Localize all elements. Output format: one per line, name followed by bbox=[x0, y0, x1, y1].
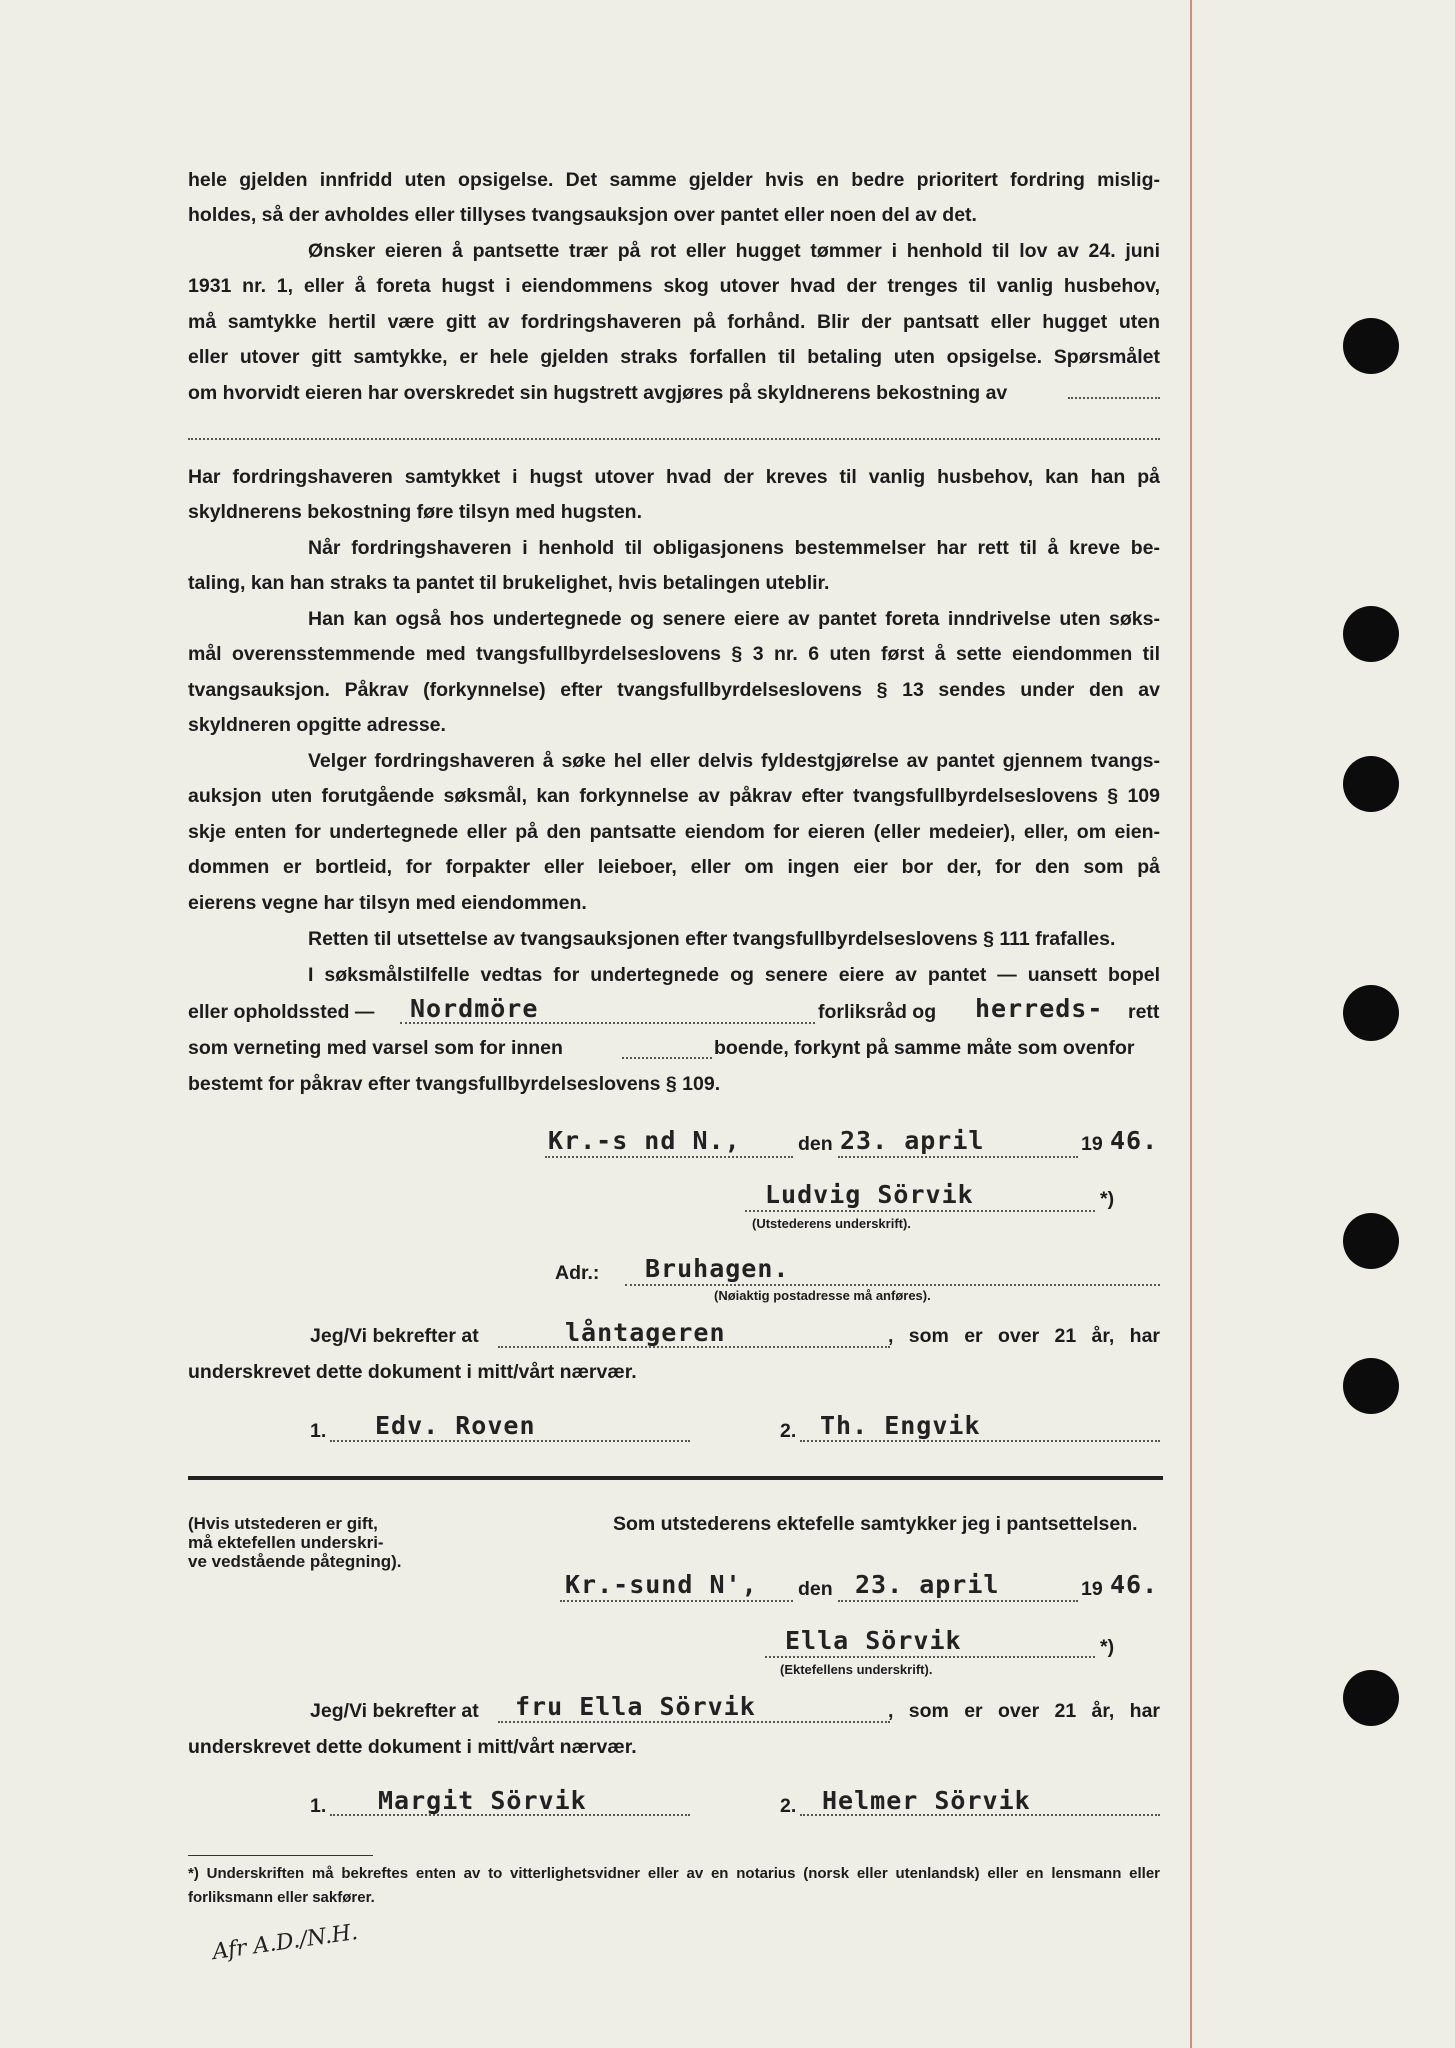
address-caption: (Nøiaktig postadresse må anføres). bbox=[714, 1288, 931, 1303]
filled-place: Kr.-s nd N., bbox=[548, 1126, 741, 1155]
address-label: Adr.: bbox=[555, 1262, 600, 1284]
punch-hole bbox=[1343, 1358, 1399, 1414]
issuer-signature-caption: (Utstederens underskrift). bbox=[752, 1216, 911, 1231]
paragraph-usufruct: Når fordringshaveren i henhold til obligasjonens bestemmelser har rett til å kreve be- taling, kan han straks ta pantet til brukelighet, hvis betalingen uteblir. bbox=[188, 537, 1160, 595]
witness-signature: Helmer Sörvik bbox=[822, 1786, 1031, 1815]
witness-number: 2. bbox=[780, 1420, 797, 1442]
blank-line bbox=[625, 1284, 1160, 1286]
blank-line bbox=[400, 1022, 815, 1024]
confirm-text: Jeg/Vi bekrefter at bbox=[310, 1700, 479, 1722]
punch-hole bbox=[1343, 985, 1399, 1041]
filled-date: 23. april bbox=[840, 1126, 985, 1155]
confirm-text: , som er over 21 år, har bbox=[888, 1700, 1160, 1722]
blank-line bbox=[838, 1156, 1078, 1158]
punch-hole bbox=[1343, 606, 1399, 662]
label-century: 19 bbox=[1081, 1578, 1103, 1600]
filled-spouse-name: fru Ella Sörvik bbox=[515, 1692, 756, 1721]
confirm-text: , som er over 21 år, har bbox=[888, 1325, 1160, 1347]
margin-annotation: Afr A.D./N.H. bbox=[210, 1919, 360, 1966]
label-den: den bbox=[798, 1578, 833, 1600]
blank-line bbox=[498, 1721, 890, 1723]
paragraph-postponement: Retten til utsettelse av tvangsauksjonen efter tvangsfullbyrdelseslovens § 111 frafalles. bbox=[308, 928, 1116, 950]
venue-text: forliksråd og bbox=[818, 1001, 937, 1023]
confirm-text: underskrevet dette dokument i mitt/vårt nærvær. bbox=[188, 1736, 637, 1758]
footnote-rule bbox=[188, 1855, 373, 1856]
issuer-signature: Ludvig Sörvik bbox=[765, 1180, 974, 1209]
witness-number: 2. bbox=[780, 1795, 797, 1817]
signature-line bbox=[745, 1210, 1095, 1212]
signature-line bbox=[800, 1814, 1160, 1816]
witness-number: 1. bbox=[310, 1420, 327, 1442]
punch-hole bbox=[1343, 1670, 1399, 1726]
signature-line bbox=[765, 1656, 1095, 1658]
spouse-consent-text: Som utstederens ektefelle samtykker jeg i pantsettelsen. bbox=[613, 1513, 1138, 1535]
blank-line bbox=[498, 1346, 890, 1348]
signature-line bbox=[800, 1440, 1160, 1442]
filled-address: Bruhagen. bbox=[645, 1254, 790, 1283]
filled-place: Kr.-sund N', bbox=[565, 1570, 758, 1599]
label-century: 19 bbox=[1081, 1133, 1103, 1155]
label-den: den bbox=[798, 1133, 833, 1155]
paragraph-forest-clause: Ønsker eieren å pantsette trær på rot eller hugget tømmer i henhold til lov av 24. juni 1931 nr. 1, eller å foreta hugst i eiendommens skog utover hvad der trenges til vanlig husbehov, må samtykke hertil være gitt av fordringshaveren på forhånd. Blir der pantsatt eller hugget uten eller utover gitt samtykke, er hele gjelden straks forfallen til betaling uten opsigelse. Spørsmålet om hvorvidt eieren har overskredet sin hugstrett avgjøres på skyldnerens bekostning av bbox=[188, 240, 1160, 404]
venue-text: rett bbox=[1128, 1001, 1160, 1023]
punch-hole bbox=[1343, 756, 1399, 812]
margin-line bbox=[1190, 0, 1192, 2048]
witness-signature: Edv. Roven bbox=[375, 1411, 536, 1440]
venue-text: som verneting med varsel som for innen bbox=[188, 1037, 563, 1059]
punch-hole bbox=[1343, 1213, 1399, 1269]
blank-line bbox=[1068, 397, 1160, 399]
witness-signature: Th. Engvik bbox=[820, 1411, 981, 1440]
paragraph-venue: I søksmålstilfelle vedtas for undertegnede og senere eiere av pantet — uansett bopel bbox=[308, 964, 1160, 986]
venue-text: bestemt for påkrav efter tvangsfullbyrdelseslovens § 109. bbox=[188, 1073, 721, 1095]
filled-herred: herreds- bbox=[975, 994, 1104, 1023]
paragraph-auction: Velger fordringshaveren å søke hel eller delvis fyldestgjørelse av pantet gjennem tvangs- auksjon uten forutgående søksmål, kan forkynnelse av påkrav efter tvangsfullbyrdelseslovens § 109 skje enten for undertegnede eller på den pantsatte eiendom for eieren (eller medeier), eller, om eien- dommen er bortleid, for forpakter eller leieboer, eller om ingen eier bor der, for den som på eierens vegne har tilsyn med eiendommen. bbox=[188, 750, 1160, 914]
blank-line bbox=[838, 1600, 1078, 1602]
venue-text: eller opholdssted — bbox=[188, 1001, 375, 1023]
footnote-mark: *) bbox=[1100, 1188, 1115, 1210]
blank-line bbox=[560, 1600, 793, 1602]
spouse-signature-caption: (Ektefellens underskrift). bbox=[780, 1662, 933, 1677]
spouse-instruction: (Hvis utstederen er gift, må ektefellen underskri- ve vedstående påtegning). bbox=[188, 1514, 402, 1571]
confirm-text: underskrevet dette dokument i mitt/vårt nærvær. bbox=[188, 1361, 637, 1383]
footnote: *) Underskriften må bekreftes enten av to vitterlighetsvidner eller av en notarius (norsk eller utenlandsk) eller en lensmann eller forliksmann eller sakfører. bbox=[188, 1865, 1160, 1906]
spouse-signature: Ella Sörvik bbox=[785, 1626, 962, 1655]
filled-district: Nordmöre bbox=[410, 994, 539, 1023]
confirm-text: Jeg/Vi bekrefter at bbox=[310, 1325, 479, 1347]
filled-year: 46. bbox=[1110, 1126, 1159, 1155]
footnote-mark: *) bbox=[1100, 1636, 1115, 1658]
filled-borrower: låntageren bbox=[565, 1318, 726, 1347]
venue-text: boende, forkynt på samme måte som ovenfor bbox=[714, 1037, 1135, 1059]
paragraph-supervision: Har fordringshaveren samtykket i hugst utover hvad der kreves til vanlig husbehov, kan han på skyldnerens bekostning føre tilsyn med hugsten. bbox=[188, 466, 1160, 524]
blank-line bbox=[545, 1156, 793, 1158]
blank-line bbox=[622, 1057, 712, 1059]
filled-date: 23. april bbox=[855, 1570, 1000, 1599]
section-rule bbox=[188, 1476, 1163, 1480]
punch-hole bbox=[1343, 318, 1399, 374]
filled-year: 46. bbox=[1110, 1570, 1159, 1599]
blank-line bbox=[188, 438, 1160, 440]
paragraph-enforcement: Han kan også hos undertegnede og senere eiere av pantet foreta inndrivelse uten søks- mål overensstemmende med tvangsfullbyrdelseslovens § 3 nr. 6 uten først å sette eiendommen til tvangsauksjon. Påkrav (forkynnelse) efter tvangsfullbyrdelseslovens § 13 sendes under den av skyldneren opgitte adresse. bbox=[188, 608, 1160, 737]
paragraph-default-clause: hele gjelden innfridd uten opsigelse. Det samme gjelder hvis en bedre prioritert fordring mislig- holdes, så der avholdes eller tillyses tvangsauksjon over pantet eller noen del av det. bbox=[188, 169, 1160, 227]
witness-signature: Margit Sörvik bbox=[378, 1786, 587, 1815]
signature-line bbox=[330, 1814, 690, 1816]
witness-number: 1. bbox=[310, 1795, 327, 1817]
signature-line bbox=[330, 1440, 690, 1442]
